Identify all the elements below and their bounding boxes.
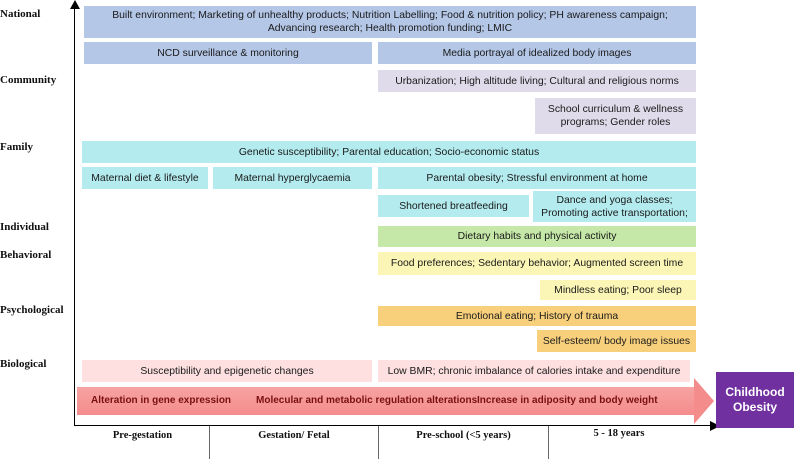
box-media-portrayal: Media portrayal of idealized body images [378, 42, 696, 64]
level-family: Family [0, 141, 33, 153]
horizontal-axis [74, 425, 712, 426]
box-dance-yoga: Dance and yoga classes; Promoting active transportation; [533, 191, 696, 222]
box-self-esteem: Self-esteem/ body image issues [537, 330, 696, 352]
progression-arrowhead [694, 378, 714, 424]
box-national-policies: Built environment; Marketing of unhealthy products; Nutrition Labelling; Food & nutrition policy; PH awareness campaign; Advancing research; Health promotion funding; LMIC [84, 6, 696, 38]
phase-preschool: Pre-school (<5 years) [416, 430, 511, 441]
level-individual: Individual [0, 221, 49, 233]
arrow-label-gene-expression: Alteration in gene expression [91, 395, 232, 406]
arrow-label-molecular: Molecular and metabolic regulation alterations [256, 395, 478, 406]
box-maternal-hyperglycaemia: Maternal hyperglycaemia [213, 167, 372, 189]
phase-pregestation: Pre-gestation [112, 430, 173, 441]
box-shortened-breastfeeding: Shortened breatfeeding [378, 195, 529, 217]
level-community: Community [0, 74, 57, 86]
box-dietary-habits: Dietary habits and physical activity [378, 226, 696, 247]
childhood-obesity-box: Childhood Obesity [716, 372, 794, 428]
box-epigenetic-changes: Susceptibility and epigenetic changes [82, 360, 372, 382]
box-food-preferences: Food preferences; Sedentary behavior; Augmented screen time [378, 252, 696, 275]
box-mindless-eating: Mindless eating; Poor sleep [540, 280, 696, 300]
box-ncd-surveillance: NCD surveillance & monitoring [84, 42, 372, 64]
box-urbanization: Urbanization; High altitude living; Cultural and religious norms [378, 70, 696, 92]
level-national: National [0, 8, 41, 20]
box-genetic-susceptibility: Genetic susceptibility; Parental education; Socio-economic status [82, 141, 696, 163]
phase-school-age: 5 - 18 years [593, 428, 645, 439]
vertical-axis [74, 6, 75, 426]
box-low-bmr: Low BMR; chronic imbalance of calories intake and expenditure [378, 360, 690, 382]
box-emotional-eating: Emotional eating; History of trauma [378, 306, 696, 326]
level-psychological: Psychological [0, 304, 64, 316]
box-school-curriculum: School curriculum & wellness programs; Gender roles [535, 98, 696, 134]
phase-gestation: Gestation/ Fetal [258, 430, 330, 441]
level-biological: Biological [0, 358, 47, 370]
box-maternal-diet: Maternal diet & lifestyle [82, 167, 208, 189]
level-behavioral: Behavioral [0, 249, 52, 261]
arrow-label-adiposity: Increase in adiposity and body weight [477, 395, 658, 406]
box-parental-obesity: Parental obesity; Stressful environment at home [378, 167, 696, 189]
